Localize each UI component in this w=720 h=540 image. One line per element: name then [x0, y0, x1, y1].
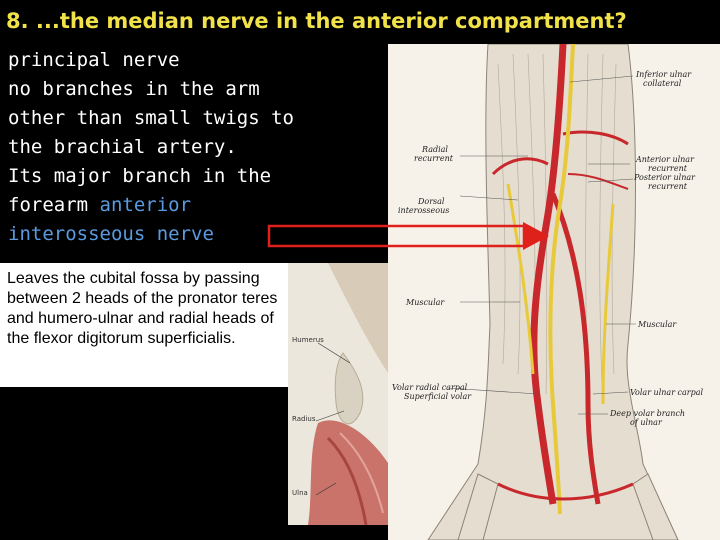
label-dorsal-interosseous-1: Dorsal [418, 197, 445, 206]
label-volar-radial-carpal-1: Volar radial carpal [392, 383, 468, 392]
description-line-5: Its major branch in the [8, 165, 272, 187]
label-humerus: Humerus [292, 336, 324, 344]
label-radial-recurrent-2: recurrent [414, 154, 453, 163]
description-line-6 [8, 191, 384, 220]
slide-title: 8. ...the median nerve in the anterior compartment? [6, 9, 627, 33]
description-line-1: principal nerve [8, 49, 180, 71]
description-line-2: no branches in the arm [8, 78, 260, 100]
label-volar-ulnar-carpal: Volar ulnar carpal [630, 388, 704, 397]
label-muscular-left: Muscular [406, 298, 445, 307]
label-anterior-ulnar-recurrent-2: recurrent [648, 164, 687, 173]
highlight-anterior: anterior [99, 194, 192, 216]
cubital-fossa-textbox [0, 263, 288, 387]
label-inferior-ulnar-collateral-1: Inferior ulnar [636, 70, 692, 79]
elbow-anatomy-image [288, 263, 388, 525]
cubital-fossa-text: Leaves the cubital fossa by passing between 2 heads of the pronator teres and humero-ulnar and radial heads of the flexor digitorum superficialis. [7, 270, 278, 347]
label-anterior-ulnar-recurrent-1: Anterior ulnar [636, 155, 694, 164]
label-deep-volar-branch-2: of ulnar [630, 418, 662, 427]
label-muscular-right: Muscular [638, 320, 677, 329]
description-line-4: the brachial artery. [8, 136, 237, 158]
label-volar-radial-carpal-2: Superficial volar [404, 392, 472, 401]
label-inferior-ulnar-collateral-2: collateral [643, 79, 682, 88]
description-line-3: other than small twigs to [8, 107, 294, 129]
label-ulna: Ulna [292, 489, 308, 497]
label-radius: Radius [292, 415, 316, 423]
label-deep-volar-branch-1: Deep volar branch [610, 409, 686, 418]
median-nerve-description [8, 46, 384, 249]
label-posterior-ulnar-recurrent-2: recurrent [648, 182, 687, 191]
highlight-interosseous-nerve: interosseous nerve [8, 223, 214, 245]
label-posterior-ulnar-recurrent-1: Posterior ulnar [634, 173, 695, 182]
label-radial-recurrent-1: Radial [422, 145, 448, 154]
label-dorsal-interosseous-2: interosseous [398, 206, 450, 215]
forearm-arteries-nerves-image [388, 44, 720, 540]
description-line-6-text: forearm [8, 194, 100, 216]
